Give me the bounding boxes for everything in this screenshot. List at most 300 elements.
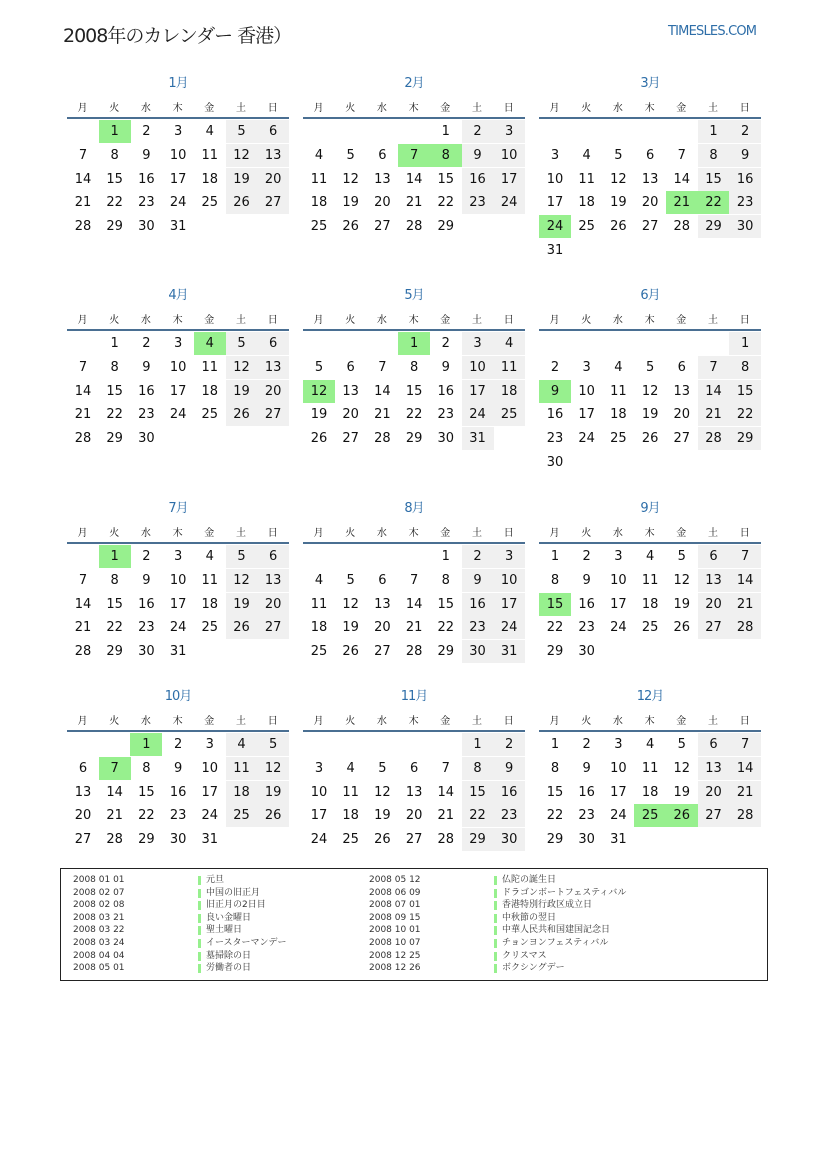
day-cell[interactable]: 20 — [673, 407, 691, 423]
day-cell[interactable]: 20 — [641, 195, 659, 211]
day-cell[interactable]: 22 — [698, 191, 730, 214]
day-cell[interactable]: 7 — [78, 359, 88, 375]
day-cell[interactable]: 17 — [578, 407, 595, 423]
day-cell[interactable]: 10 — [546, 171, 564, 187]
day-cell[interactable]: 7 — [78, 572, 88, 588]
day-cell[interactable]: 1 — [99, 120, 131, 143]
day-cell[interactable]: 3 — [614, 549, 623, 564]
day-cell[interactable]: 7 — [698, 356, 730, 379]
day-cell[interactable]: 23 — [493, 804, 525, 827]
day-cell[interactable]: 9 — [142, 147, 151, 163]
day-cell[interactable]: 3 — [582, 359, 591, 375]
day-cell[interactable]: 30 — [493, 828, 525, 851]
day-cell[interactable]: 21 — [666, 191, 698, 214]
day-cell[interactable]: 30 — [138, 644, 155, 660]
day-cell[interactable]: 17 — [610, 784, 627, 800]
day-cell[interactable]: 26 — [226, 403, 258, 426]
day-cell[interactable]: 20 — [74, 808, 92, 824]
day-cell[interactable]: 30 — [546, 455, 564, 470]
day-cell[interactable]: 24 — [493, 616, 525, 639]
day-cell[interactable]: 24 — [539, 215, 571, 238]
day-cell[interactable]: 13 — [698, 569, 730, 592]
day-cell[interactable]: 6 — [257, 332, 289, 355]
day-cell[interactable]: 18 — [493, 380, 525, 403]
day-cell[interactable]: 16 — [462, 168, 494, 191]
day-cell[interactable]: 8 — [729, 356, 761, 379]
day-cell[interactable]: 12 — [226, 356, 258, 379]
day-cell[interactable]: 21 — [74, 195, 92, 211]
day-cell[interactable]: 13 — [257, 356, 289, 379]
day-cell[interactable]: 7 — [398, 144, 430, 167]
day-cell[interactable]: 4 — [205, 549, 214, 564]
day-cell[interactable]: 13 — [74, 784, 92, 800]
day-cell[interactable]: 9 — [582, 572, 591, 588]
day-cell[interactable]: 15 — [106, 383, 123, 399]
day-cell[interactable]: 15 — [106, 171, 123, 187]
day-cell[interactable]: 21 — [437, 808, 455, 824]
day-cell[interactable]: 4 — [346, 760, 355, 776]
day-cell[interactable]: 10 — [169, 572, 187, 588]
day-cell[interactable]: 6 — [257, 120, 289, 143]
day-cell[interactable]: 30 — [437, 431, 455, 447]
day-cell[interactable]: 31 — [169, 644, 187, 660]
day-cell[interactable]: 20 — [257, 168, 289, 191]
day-cell[interactable]: 2 — [142, 124, 151, 139]
day-cell[interactable]: 20 — [257, 593, 289, 616]
day-cell[interactable]: 23 — [462, 616, 494, 639]
day-cell[interactable]: 7 — [78, 147, 88, 163]
day-cell[interactable]: 1 — [698, 120, 730, 143]
day-cell[interactable]: 22 — [106, 195, 123, 211]
day-cell[interactable]: 20 — [374, 195, 391, 211]
day-cell[interactable]: 11 — [310, 596, 328, 612]
day-cell[interactable]: 25 — [342, 832, 359, 848]
day-cell[interactable]: 24 — [610, 808, 627, 824]
day-cell[interactable]: 30 — [729, 215, 761, 238]
day-cell[interactable]: 19 — [610, 195, 627, 211]
day-cell[interactable]: 19 — [342, 195, 359, 211]
day-cell[interactable]: 23 — [578, 808, 595, 824]
day-cell[interactable]: 11 — [641, 760, 659, 776]
day-cell[interactable]: 25 — [310, 644, 328, 660]
day-cell[interactable]: 27 — [405, 832, 423, 848]
day-cell[interactable]: 30 — [578, 832, 595, 848]
day-cell[interactable]: 16 — [138, 383, 155, 399]
day-cell[interactable]: 7 — [99, 757, 131, 780]
day-cell[interactable]: 5 — [346, 572, 355, 588]
day-cell[interactable]: 6 — [346, 359, 355, 375]
day-cell[interactable]: 28 — [673, 219, 691, 235]
day-cell[interactable]: 15 — [729, 380, 761, 403]
day-cell[interactable]: 12 — [374, 784, 391, 800]
day-cell[interactable]: 6 — [378, 147, 387, 163]
day-cell[interactable]: 16 — [169, 784, 187, 800]
day-cell[interactable]: 3 — [550, 147, 560, 163]
day-cell[interactable]: 14 — [74, 383, 92, 399]
day-cell[interactable]: 9 — [441, 359, 450, 375]
day-cell[interactable]: 4 — [645, 549, 655, 564]
day-cell[interactable]: 25 — [201, 620, 219, 636]
day-cell[interactable]: 14 — [74, 171, 92, 187]
day-cell[interactable]: 22 — [729, 403, 761, 426]
day-cell[interactable]: 23 — [729, 191, 761, 214]
day-cell[interactable]: 6 — [378, 572, 387, 588]
day-cell[interactable]: 14 — [698, 380, 730, 403]
day-cell[interactable]: 28 — [698, 427, 730, 450]
day-cell[interactable]: 14 — [729, 569, 761, 592]
day-cell[interactable]: 11 — [201, 359, 219, 375]
day-cell[interactable]: 23 — [462, 191, 494, 214]
day-cell[interactable]: 15 — [106, 596, 123, 612]
day-cell[interactable]: 20 — [405, 808, 423, 824]
day-cell[interactable]: 18 — [578, 195, 595, 211]
day-cell[interactable]: 17 — [310, 808, 328, 824]
day-cell[interactable]: 25 — [578, 219, 595, 235]
day-cell[interactable]: 21 — [106, 808, 123, 824]
day-cell[interactable]: 11 — [310, 171, 328, 187]
day-cell[interactable]: 23 — [169, 808, 187, 824]
day-cell[interactable]: 10 — [493, 569, 525, 592]
day-cell[interactable]: 1 — [441, 549, 450, 564]
day-cell[interactable]: 13 — [641, 171, 659, 187]
day-cell[interactable]: 2 — [441, 336, 450, 351]
day-cell[interactable]: 19 — [673, 784, 691, 800]
day-cell[interactable]: 13 — [374, 596, 391, 612]
day-cell[interactable]: 8 — [110, 572, 119, 588]
day-cell[interactable]: 16 — [138, 596, 155, 612]
day-cell[interactable]: 16 — [462, 593, 494, 616]
day-cell[interactable]: 22 — [405, 407, 423, 423]
day-cell[interactable]: 14 — [106, 784, 123, 800]
day-cell[interactable]: 1 — [130, 733, 162, 756]
day-cell[interactable]: 13 — [405, 784, 423, 800]
day-cell[interactable]: 12 — [303, 380, 335, 403]
day-cell[interactable]: 25 — [493, 403, 525, 426]
day-cell[interactable]: 1 — [398, 332, 430, 355]
day-cell[interactable]: 10 — [169, 359, 187, 375]
day-cell[interactable]: 24 — [169, 407, 187, 423]
day-cell[interactable]: 18 — [342, 808, 359, 824]
day-cell[interactable]: 9 — [462, 144, 494, 167]
day-cell[interactable]: 16 — [546, 407, 564, 423]
day-cell[interactable]: 13 — [342, 383, 359, 399]
day-cell[interactable]: 8 — [550, 572, 560, 588]
day-cell[interactable]: 22 — [437, 620, 455, 636]
day-cell[interactable]: 24 — [610, 620, 627, 636]
day-cell[interactable]: 23 — [138, 407, 155, 423]
day-cell[interactable]: 18 — [641, 784, 659, 800]
day-cell[interactable]: 23 — [138, 620, 155, 636]
day-cell[interactable]: 17 — [169, 171, 187, 187]
day-cell[interactable]: 5 — [645, 359, 655, 375]
day-cell[interactable]: 4 — [614, 359, 623, 375]
day-cell[interactable]: 10 — [578, 383, 595, 399]
day-cell[interactable]: 31 — [546, 243, 564, 258]
day-cell[interactable]: 26 — [641, 431, 659, 447]
day-cell[interactable]: 8 — [698, 144, 730, 167]
day-cell[interactable]: 26 — [226, 616, 258, 639]
day-cell[interactable]: 9 — [493, 757, 525, 780]
day-cell[interactable]: 20 — [698, 781, 730, 804]
day-cell[interactable]: 9 — [462, 569, 494, 592]
day-cell[interactable]: 8 — [550, 760, 560, 776]
day-cell[interactable]: 23 — [578, 620, 595, 636]
day-cell[interactable]: 27 — [257, 616, 289, 639]
day-cell[interactable]: 3 — [493, 545, 525, 568]
day-cell[interactable]: 22 — [546, 620, 564, 636]
day-cell[interactable]: 19 — [226, 380, 258, 403]
day-cell[interactable]: 15 — [462, 781, 494, 804]
day-cell[interactable]: 11 — [578, 171, 595, 187]
day-cell[interactable]: 13 — [257, 144, 289, 167]
day-cell[interactable]: 5 — [677, 737, 686, 752]
day-cell[interactable]: 9 — [142, 572, 151, 588]
day-cell[interactable]: 17 — [201, 784, 219, 800]
day-cell[interactable]: 16 — [578, 596, 595, 612]
day-cell[interactable]: 21 — [74, 407, 92, 423]
day-cell[interactable]: 10 — [610, 760, 627, 776]
day-cell[interactable]: 4 — [645, 737, 655, 752]
day-cell[interactable]: 21 — [405, 195, 423, 211]
day-cell[interactable]: 11 — [201, 572, 219, 588]
day-cell[interactable]: 11 — [226, 757, 258, 780]
day-cell[interactable]: 29 — [106, 431, 123, 447]
day-cell[interactable]: 15 — [437, 596, 455, 612]
day-cell[interactable]: 14 — [405, 171, 423, 187]
day-cell[interactable]: 22 — [106, 620, 123, 636]
day-cell[interactable]: 19 — [226, 168, 258, 191]
day-cell[interactable]: 30 — [169, 832, 187, 848]
day-cell[interactable]: 3 — [462, 332, 494, 355]
day-cell[interactable]: 22 — [437, 195, 455, 211]
day-cell[interactable]: 8 — [462, 757, 494, 780]
day-cell[interactable]: 11 — [610, 383, 627, 399]
day-cell[interactable]: 27 — [342, 431, 359, 447]
day-cell[interactable]: 27 — [673, 431, 691, 447]
day-cell[interactable]: 28 — [437, 832, 455, 848]
day-cell[interactable]: 30 — [138, 431, 155, 447]
day-cell[interactable]: 2 — [142, 336, 151, 351]
day-cell[interactable]: 24 — [310, 832, 328, 848]
day-cell[interactable]: 6 — [257, 545, 289, 568]
day-cell[interactable]: 26 — [226, 191, 258, 214]
day-cell[interactable]: 11 — [641, 572, 659, 588]
day-cell[interactable]: 17 — [610, 596, 627, 612]
day-cell[interactable]: 15 — [437, 171, 455, 187]
day-cell[interactable]: 2 — [550, 359, 560, 375]
day-cell[interactable]: 28 — [729, 616, 761, 639]
day-cell[interactable]: 6 — [698, 545, 730, 568]
day-cell[interactable]: 4 — [314, 147, 324, 163]
day-cell[interactable]: 25 — [310, 219, 328, 235]
day-cell[interactable]: 19 — [257, 781, 289, 804]
day-cell[interactable]: 26 — [342, 219, 359, 235]
day-cell[interactable]: 29 — [437, 644, 455, 660]
day-cell[interactable]: 15 — [546, 784, 564, 800]
day-cell[interactable]: 9 — [582, 760, 591, 776]
day-cell[interactable]: 19 — [226, 593, 258, 616]
day-cell[interactable]: 6 — [645, 147, 655, 163]
day-cell[interactable]: 18 — [226, 781, 258, 804]
day-cell[interactable]: 31 — [169, 219, 187, 235]
day-cell[interactable]: 8 — [110, 147, 119, 163]
day-cell[interactable]: 19 — [673, 596, 691, 612]
day-cell[interactable]: 3 — [493, 120, 525, 143]
day-cell[interactable]: 5 — [378, 760, 387, 776]
day-cell[interactable]: 16 — [729, 168, 761, 191]
day-cell[interactable]: 14 — [437, 784, 455, 800]
day-cell[interactable]: 26 — [257, 804, 289, 827]
day-cell[interactable]: 2 — [173, 737, 183, 752]
day-cell[interactable]: 26 — [673, 620, 691, 636]
day-cell[interactable]: 5 — [314, 359, 324, 375]
day-cell[interactable]: 18 — [201, 383, 219, 399]
day-cell[interactable]: 23 — [138, 195, 155, 211]
day-cell[interactable]: 3 — [173, 124, 183, 139]
day-cell[interactable]: 29 — [546, 832, 564, 848]
day-cell[interactable]: 20 — [342, 407, 359, 423]
day-cell[interactable]: 26 — [666, 804, 698, 827]
day-cell[interactable]: 11 — [342, 784, 359, 800]
day-cell[interactable]: 29 — [138, 832, 155, 848]
day-cell[interactable]: 8 — [430, 144, 462, 167]
day-cell[interactable]: 2 — [729, 120, 761, 143]
day-cell[interactable]: 29 — [729, 427, 761, 450]
day-cell[interactable]: 12 — [226, 144, 258, 167]
day-cell[interactable]: 4 — [582, 147, 591, 163]
day-cell[interactable]: 24 — [462, 403, 494, 426]
day-cell[interactable]: 21 — [729, 593, 761, 616]
day-cell[interactable]: 25 — [201, 195, 219, 211]
day-cell[interactable]: 9 — [173, 760, 183, 776]
day-cell[interactable]: 2 — [462, 545, 494, 568]
day-cell[interactable]: 18 — [201, 171, 219, 187]
day-cell[interactable]: 26 — [374, 832, 391, 848]
day-cell[interactable]: 13 — [698, 757, 730, 780]
day-cell[interactable]: 18 — [610, 407, 627, 423]
day-cell[interactable]: 29 — [106, 644, 123, 660]
day-cell[interactable]: 29 — [698, 215, 730, 238]
day-cell[interactable]: 28 — [74, 219, 92, 235]
day-cell[interactable]: 4 — [194, 332, 226, 355]
day-cell[interactable]: 23 — [546, 431, 564, 447]
day-cell[interactable]: 15 — [138, 784, 155, 800]
day-cell[interactable]: 4 — [205, 124, 214, 139]
day-cell[interactable]: 24 — [578, 431, 595, 447]
day-cell[interactable]: 1 — [729, 332, 761, 355]
day-cell[interactable]: 7 — [729, 733, 761, 756]
day-cell[interactable]: 1 — [99, 545, 131, 568]
day-cell[interactable]: 3 — [614, 737, 623, 752]
day-cell[interactable]: 4 — [493, 332, 525, 355]
day-cell[interactable]: 26 — [310, 431, 328, 447]
day-cell[interactable]: 26 — [342, 644, 359, 660]
day-cell[interactable]: 12 — [257, 757, 289, 780]
day-cell[interactable]: 7 — [409, 572, 419, 588]
day-cell[interactable]: 5 — [346, 147, 355, 163]
day-cell[interactable]: 20 — [257, 380, 289, 403]
day-cell[interactable]: 16 — [138, 171, 155, 187]
day-cell[interactable]: 31 — [201, 832, 219, 848]
day-cell[interactable]: 25 — [610, 431, 627, 447]
day-cell[interactable]: 10 — [462, 356, 494, 379]
day-cell[interactable]: 11 — [201, 147, 219, 163]
day-cell[interactable]: 8 — [409, 359, 419, 375]
day-cell[interactable]: 17 — [169, 383, 187, 399]
day-cell[interactable]: 29 — [437, 219, 455, 235]
day-cell[interactable]: 20 — [698, 593, 730, 616]
day-cell[interactable]: 17 — [493, 593, 525, 616]
day-cell[interactable]: 12 — [641, 383, 659, 399]
day-cell[interactable]: 11 — [493, 356, 525, 379]
day-cell[interactable]: 5 — [226, 545, 258, 568]
day-cell[interactable]: 2 — [582, 549, 591, 564]
day-cell[interactable]: 22 — [106, 407, 123, 423]
day-cell[interactable]: 12 — [342, 171, 359, 187]
day-cell[interactable]: 24 — [493, 191, 525, 214]
day-cell[interactable]: 9 — [142, 359, 151, 375]
day-cell[interactable]: 27 — [698, 804, 730, 827]
day-cell[interactable]: 5 — [226, 120, 258, 143]
day-cell[interactable]: 1 — [550, 549, 560, 564]
day-cell[interactable]: 19 — [641, 407, 659, 423]
day-cell[interactable]: 22 — [462, 804, 494, 827]
day-cell[interactable]: 18 — [641, 596, 659, 612]
day-cell[interactable]: 29 — [546, 644, 564, 660]
day-cell[interactable]: 17 — [546, 195, 564, 211]
day-cell[interactable]: 13 — [374, 171, 391, 187]
day-cell[interactable]: 4 — [314, 572, 324, 588]
day-cell[interactable]: 28 — [729, 804, 761, 827]
day-cell[interactable]: 19 — [310, 407, 328, 423]
day-cell[interactable]: 8 — [110, 359, 119, 375]
day-cell[interactable]: 9 — [539, 380, 571, 403]
day-cell[interactable]: 23 — [437, 407, 455, 423]
day-cell[interactable]: 25 — [641, 620, 659, 636]
day-cell[interactable]: 16 — [493, 781, 525, 804]
day-cell[interactable]: 6 — [698, 733, 730, 756]
day-cell[interactable]: 15 — [405, 383, 423, 399]
day-cell[interactable]: 1 — [110, 336, 119, 351]
day-cell[interactable]: 12 — [342, 596, 359, 612]
day-cell[interactable]: 3 — [314, 760, 324, 776]
day-cell[interactable]: 18 — [201, 596, 219, 612]
day-cell[interactable]: 19 — [374, 808, 391, 824]
day-cell[interactable]: 24 — [169, 620, 187, 636]
day-cell[interactable]: 1 — [441, 124, 450, 139]
day-cell[interactable]: 4 — [226, 733, 258, 756]
day-cell[interactable]: 3 — [205, 737, 214, 752]
day-cell[interactable]: 18 — [310, 620, 328, 636]
day-cell[interactable]: 2 — [462, 120, 494, 143]
day-cell[interactable]: 13 — [257, 569, 289, 592]
day-cell[interactable]: 14 — [673, 171, 691, 187]
day-cell[interactable]: 12 — [226, 569, 258, 592]
day-cell[interactable]: 1 — [550, 737, 560, 752]
day-cell[interactable]: 20 — [374, 620, 391, 636]
day-cell[interactable]: 6 — [409, 760, 419, 776]
day-cell[interactable]: 28 — [405, 644, 423, 660]
day-cell[interactable]: 27 — [374, 219, 391, 235]
day-cell[interactable]: 12 — [673, 760, 691, 776]
day-cell[interactable]: 17 — [462, 380, 494, 403]
day-cell[interactable]: 3 — [173, 549, 183, 564]
day-cell[interactable]: 2 — [142, 549, 151, 564]
day-cell[interactable]: 24 — [169, 195, 187, 211]
day-cell[interactable]: 28 — [74, 431, 92, 447]
day-cell[interactable]: 22 — [546, 808, 564, 824]
day-cell[interactable]: 14 — [405, 596, 423, 612]
